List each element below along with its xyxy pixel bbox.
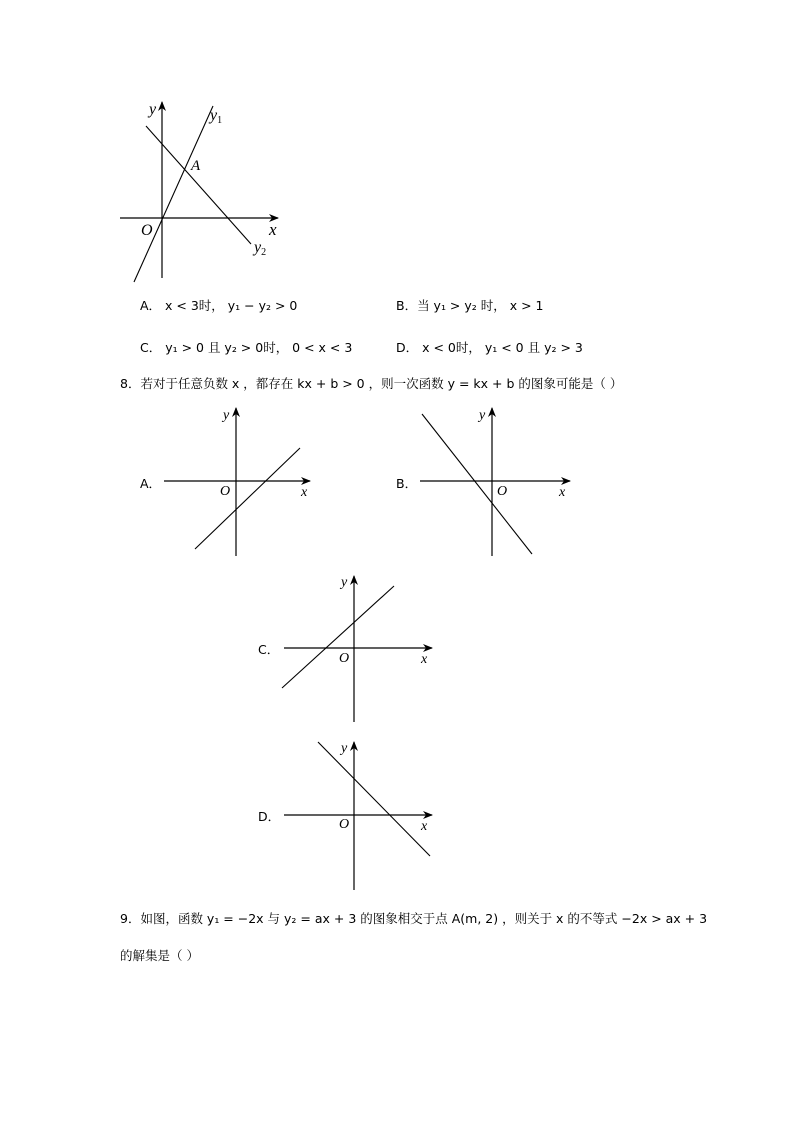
q7-line-y1 (134, 106, 213, 282)
q8d-origin-label: O (339, 817, 350, 832)
q7-y-axis-label: y (149, 101, 157, 118)
q8a-x-label: x (301, 485, 308, 500)
q8d-x-label: x (421, 819, 428, 834)
q7-option-b: B．当 y₁ > y₂ 时， x > 1 (396, 298, 544, 313)
q8a-y-label: y (223, 408, 230, 423)
q7-line2-label: y2 (254, 239, 267, 258)
q8-stem: 8．若对于任意负数 x ，都存在 kx + b > 0 ，则一次函数 y = kx + b 的图象可能是（ ） (120, 376, 623, 391)
q7-option-c: C． y₁ > 0 且 y₂ > 0时， 0 < x < 3 (140, 340, 353, 355)
q9-stem-line1: 9．如图，函数 y₁ = −2x 与 y₂ = ax + 3 的图象相交于点 A(m, 2) ，则关于 x 的不等式 −2x > ax + 3 (120, 911, 708, 926)
q8d-y-label: y (341, 741, 348, 756)
q8b-origin-label: O (497, 484, 508, 499)
q8-graph-c (278, 572, 438, 728)
q8-option-d-label: D． (258, 809, 281, 824)
q8a-origin-label: O (220, 484, 231, 499)
q8-graph-d (278, 738, 438, 894)
q7-option-d: D． x < 0时， y₁ < 0 且 y₂ > 3 (396, 340, 583, 355)
q8b-x-label: x (559, 485, 566, 500)
q8-graph-a (160, 404, 320, 560)
q7-figure (112, 96, 292, 286)
q8-option-b-label: B． (396, 476, 418, 491)
q8c-y-label: y (341, 575, 348, 590)
q8-option-c-label: C． (258, 642, 280, 657)
q7-point-a-label: A (191, 158, 201, 174)
q8c-line (282, 586, 394, 688)
q8a-line (195, 448, 300, 549)
q7-origin-label: O (141, 222, 153, 239)
q8c-x-label: x (421, 652, 428, 667)
q8c-origin-label: O (339, 651, 350, 666)
q8-graph-b (416, 404, 576, 560)
q7-line1-label: y1 (210, 107, 223, 126)
q7-x-axis-label: x (269, 220, 277, 239)
q9-stem-line2: 的解集是（ ） (120, 948, 199, 963)
q7-option-a: A． x < 3时， y₁ − y₂ > 0 (140, 298, 298, 313)
q8b-y-label: y (479, 408, 486, 423)
q8-option-a-label: A． (140, 476, 162, 491)
q8b-line (422, 414, 532, 554)
q8d-line (318, 742, 430, 856)
